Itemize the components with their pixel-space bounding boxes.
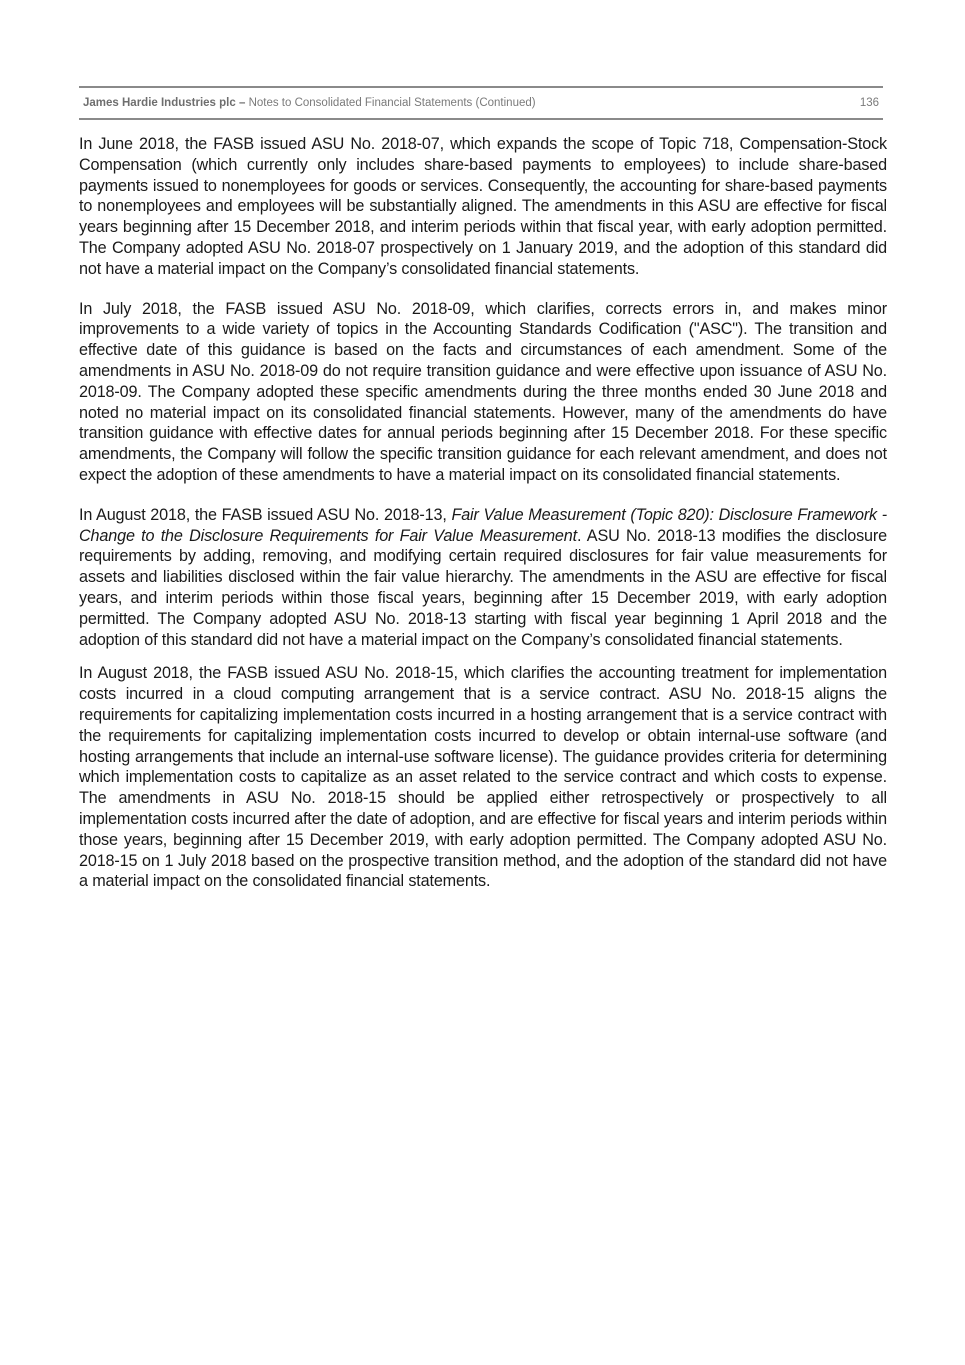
section-title: Notes to Consolidated Financial Statements (Continued) (248, 97, 536, 109)
paragraph-asu-2018-13 (79, 505, 887, 651)
page-header (79, 86, 883, 120)
paragraph-asu-2018-09: In July 2018, the FASB issued ASU No. 2018-09, which clarifies, corrects errors in, and makes minor improvements to a wide variety of topics in the Accounting Standards Codification ("ASC"). The transition and effective date of this guidance is based on the facts and circumstances of each amendment. Some of the amendments in ASU No. 2018-09 do not require transition guidance and were effective upon issuance of ASU No. 2018-09. The Company adopted these specific amendments during the three months ended 30 June 2018 and noted no material impact on its consolidated financial statements. However, many of the amendments do have transition guidance with effective dates for annual periods beginning after 15 December 2018. For these specific amendments, the Company will follow the specific transition guidance for each relevant amendment, and does not expect the adoption of these amendments to have a material impact on its consolidated financial statements. (79, 299, 887, 484)
company-name: James Hardie Industries plc (83, 97, 236, 109)
paragraph-asu-2018-07: In June 2018, the FASB issued ASU No. 2018-07, which expands the scope of Topic 718, Compensation-Stock Compensation (which currently only includes share-based payments to employees) to include share-based payments issued to nonemployees for goods or services. Consequently, the accounting for share-based payments to nonemployees and employees will be substantially aligned. The amendments in this ASU are effective for fiscal years beginning after 15 December 2018, and interim periods within that fiscal year, with early adoption permitted. The Company adopted ASU No. 2018-07 prospectively on 1 January 2019, and the adoption of this standard did not have a material impact on the Company’s consolidated financial statements. (79, 135, 887, 278)
document-body (79, 134, 887, 911)
paragraph-asu-2018-15: In August 2018, the FASB issued ASU No. 2018-15, which clarifies the accounting treatment for implementation costs incurred in a cloud computing arrangement that is a service contract. ASU No. 2018-15 aligns the requirements for capitalizing implementation costs incurred in a hosting arrangement that is a service contract with the requirements for capitalizing implementation costs incurred to develop or obtain internal-use software (and hosting arrangements that include an internal-use software license). The guidance provides criteria for determining which implementation costs to capitalize as an asset related to the service contract and which costs to expense. The amendments in ASU No. 2018-15 should be applied either retrospectively or prospectively to all implementation costs incurred after the date of adoption, and are effective for fiscal years and interim periods within those years, beginning after 15 December 2019, with early adoption permitted. The Company adopted ASU No. 2018-15 on 1 July 2018 based on the prospective transition method, and the adoption of the standard did not have a material impact on the consolidated financial statements. (79, 664, 887, 891)
paragraph-rest: . ASU No. 2018-13 modifies the disclosure requirements by adding, removing, and modifying certain required disclosures for fair value measurements for assets and liabilities disclosed within the fair value hierarchy. The amendments in the ASU are effective for fiscal years, and interim periods within those fiscal years, beginning after 15 December 2019, with early adoption permitted. The Company adopted ASU No. 2018-13 starting with fiscal year beginning 1 April 2018 and the adoption of this standard did not have a material impact on the Company’s consolidated financial statements. (79, 526, 888, 649)
page-number: 136 (859, 97, 879, 109)
standard-title: Fair Value Measurement (Topic 820): Disclosure Framework - Change to the Disclosure Requirements for Fair Value Measurement (79, 505, 887, 545)
title-separator: – (235, 97, 249, 109)
running-title (83, 97, 536, 109)
paragraph-lead: In August 2018, the FASB issued ASU No. 2018-13, (79, 505, 452, 524)
